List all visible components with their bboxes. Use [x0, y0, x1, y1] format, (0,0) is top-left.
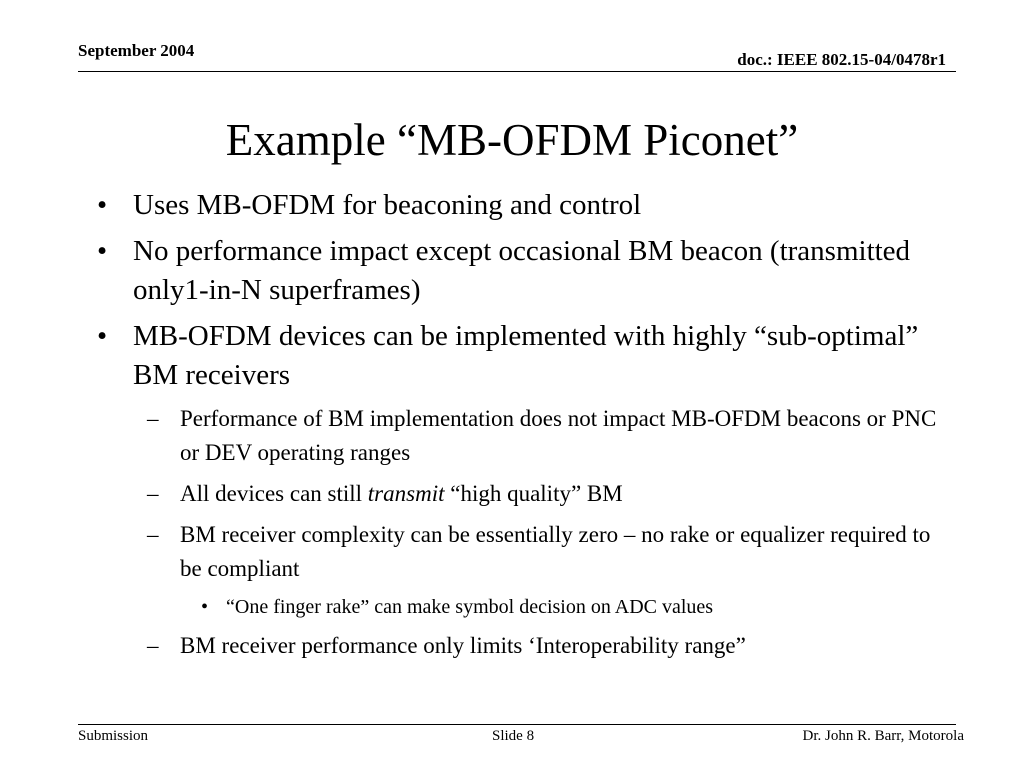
sub-sub-bullet-text: “One finger rake” can make symbol decision on ADC values — [226, 596, 714, 618]
header-doc-id: doc.: IEEE 802.15-04/0478r1 — [737, 50, 946, 69]
sub-bullet-text: BM receiver performance only limits ‘Interoperability range” — [180, 633, 746, 658]
sub-bullet-marker: – — [147, 633, 159, 658]
sub-bullet-text-pre: All devices can still — [180, 481, 368, 506]
footer-submission: Submission — [78, 728, 149, 744]
sub-bullet-text-post: “high quality” BM — [444, 481, 623, 506]
footer-author: Dr. John R. Barr, Motorola — [802, 728, 964, 744]
bullet-item — [95, 317, 955, 395]
header-divider — [78, 71, 956, 72]
header-date: September 2004 — [78, 41, 195, 60]
bullet-marker: • — [97, 189, 108, 221]
slide-title: Example “MB-OFDM Piconet” — [225, 115, 799, 165]
bullet-text: No performance impact except occasional BM beacon (transmitted only1-in-N superframes) — [133, 235, 911, 306]
sub-bullet-marker: – — [147, 406, 159, 431]
sub-sub-bullet-marker: • — [201, 596, 209, 618]
sub-bullet-text — [180, 481, 623, 506]
footer-slide-number: Slide 8 — [492, 728, 535, 744]
sub-bullet-marker: – — [147, 522, 159, 547]
sub-bullet-text: Performance of BM implementation does not impact MB-OFDM beacons or PNC or DEV operating ranges — [180, 406, 937, 465]
sub-bullet-item — [143, 477, 955, 511]
sub-bullet-marker: – — [147, 481, 159, 506]
sub-bullet-item — [143, 629, 955, 663]
sub-bullet-item — [143, 518, 955, 586]
bullet-item — [95, 232, 955, 310]
slide-content — [95, 186, 955, 670]
sub-bullet-item — [143, 402, 955, 470]
bullet-item — [95, 186, 955, 225]
emphasis-transmit: transmit — [367, 481, 445, 506]
bullet-marker: • — [97, 235, 108, 267]
bullet-text: MB-OFDM devices can be implemented with highly “sub-optimal” BM receivers — [133, 320, 919, 391]
sub-sub-bullet-item — [201, 593, 955, 621]
bullet-text: Uses MB-OFDM for beaconing and control — [133, 189, 642, 221]
sub-bullet-text: BM receiver complexity can be essentially zero – no rake or equalizer required to be compliant — [180, 522, 931, 581]
bullet-marker: • — [97, 320, 108, 352]
footer-divider — [78, 724, 956, 725]
